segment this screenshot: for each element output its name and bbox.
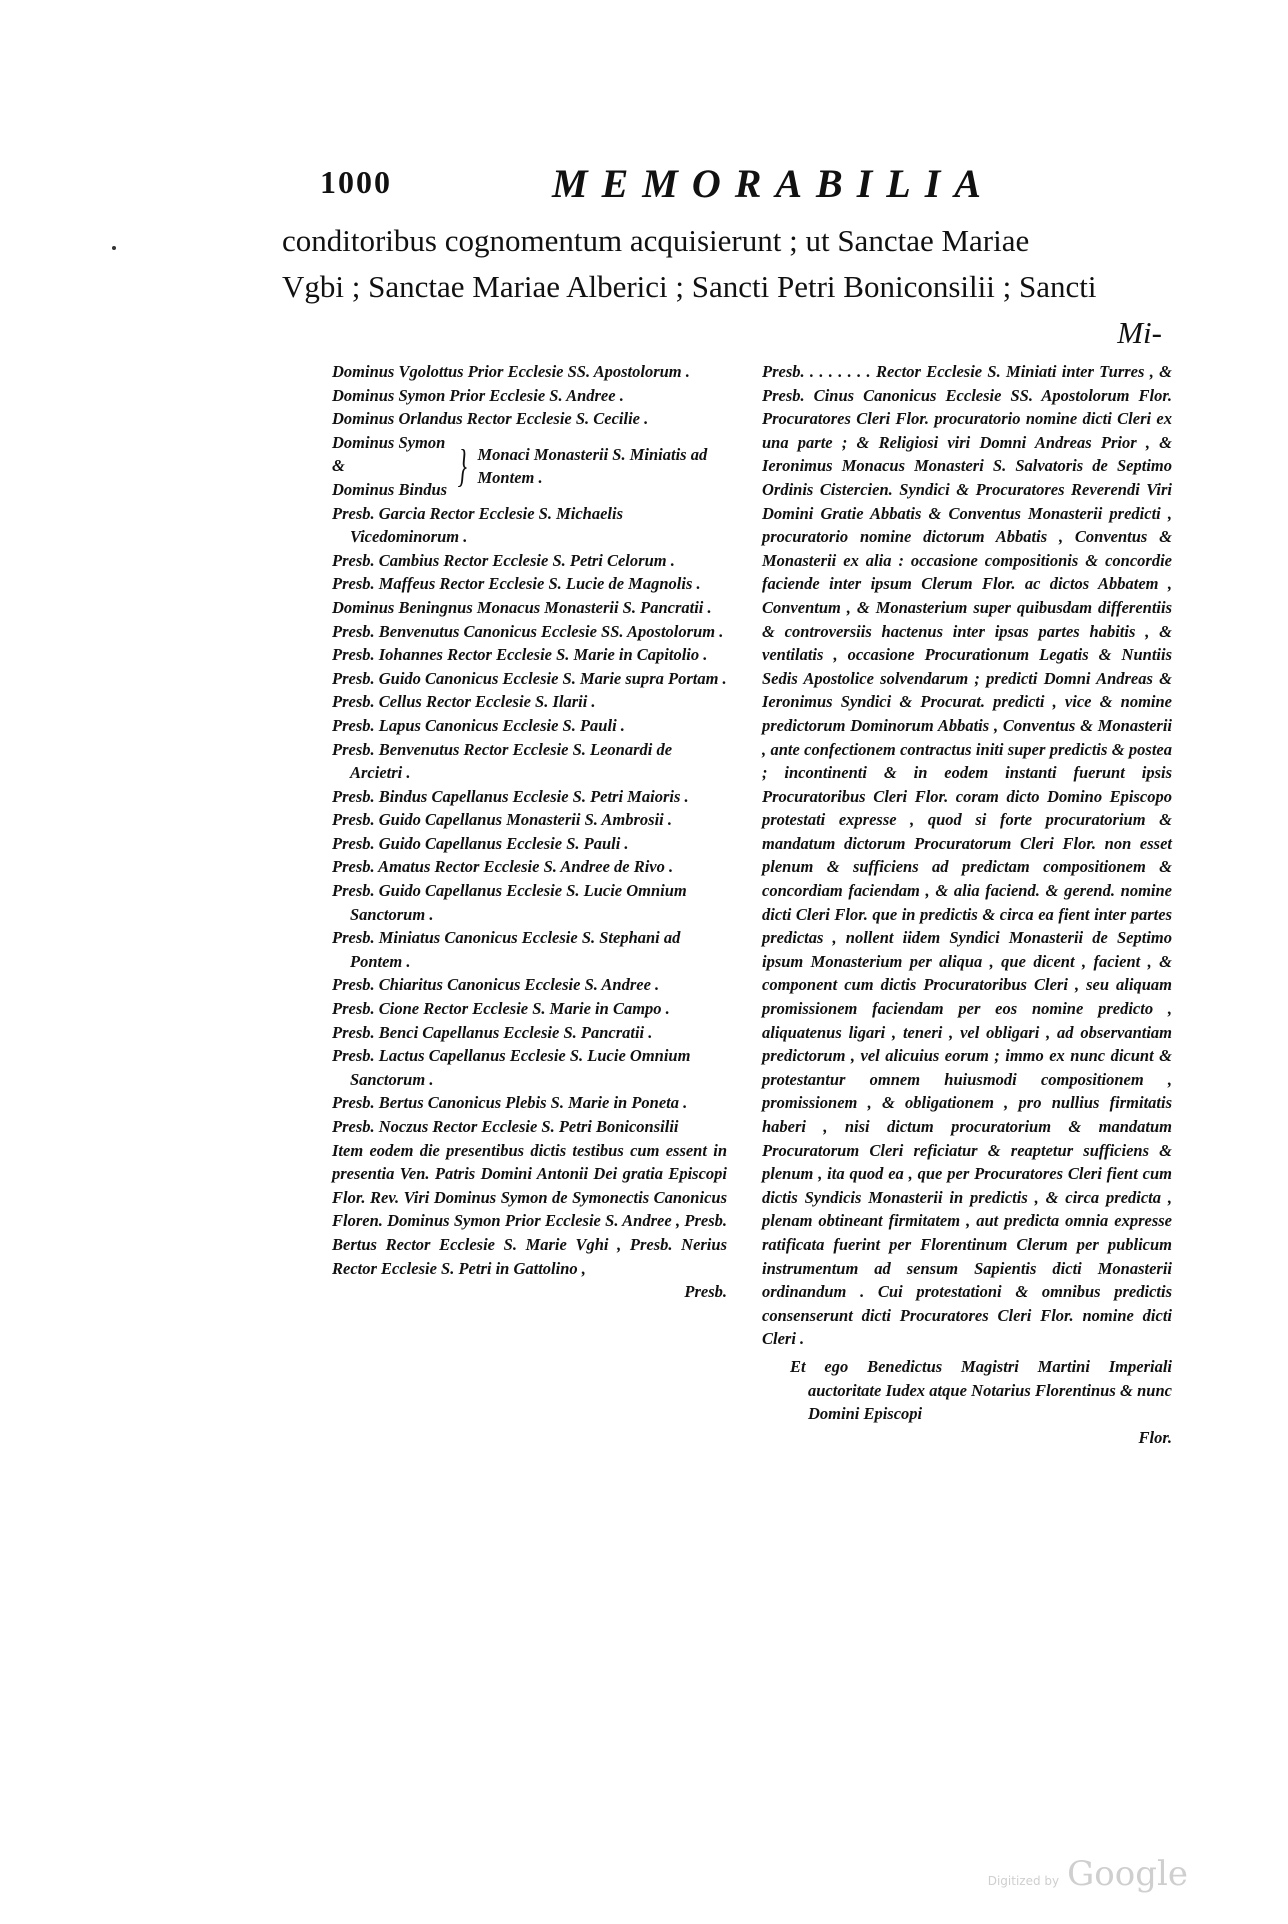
witness-entry: Presb. Benvenutus Rector Ecclesie S. Leonardi de Arcietri . [332,739,673,783]
witness-entry: Presb. Benvenutus Canonicus Ecclesie SS. Apostolorum . [332,621,724,641]
witness-entry: Presb. Miniatus Canonicus Ecclesie S. Stephani ad Pontem . [332,928,681,971]
witness-entry: Presb. Lapus Canonicus Ecclesie S. Pauli . [332,715,625,735]
witness-entry: Presb. Guido Capellanus Ecclesie S. Pauli . [332,833,629,853]
page-title: MEMORABILIA [552,161,995,206]
witness-entry: Dominus Beningnus Monacus Monasterii S. Pancratii . [332,597,712,617]
monk-connector: & [332,456,345,476]
monks-description: Monaci Monasterii S. Miniatis ad Montem . [477,444,708,488]
lead-catchword: Mi- [1117,315,1162,350]
monk-name-1: Dominus Symon [332,432,446,452]
witness-entry: Presb. Chiaritus Canonicus Ecclesie S. Andree . [332,975,660,995]
digitized-watermark [988,1854,1188,1894]
watermark-small: Digitized by [987,1874,1060,1888]
margin-speck [112,246,116,250]
witness-entry: Presb. Noczus Rector Ecclesie S. Petri Boniconsilii [332,1117,679,1136]
right-paragraph: Presb. . . . . . . . Rector Ecclesie S. Miniati inter Turres , & Presb. Cinus Canonicus Ecclesie SS. Apostolorum Flor. Procuratores Cleri Flor. procuratorio nomine dicti Cleri ex una parte ; & Religiosi viri Domni Andreas Prior , & Ieronimus Monacus Monasteri S. Salvatoris de Septimo Ordinis Cistercien. Syndici & Procuratores Reverendi Viri Domini Gratie Abbatis & Conventus Monasterii predicti , procuratorio nomine dictorum Abbatis , Conventus & Monasterii ex alia : occasione compositionis & concordie faciende inter ipsum Clerum Flor. ac dictos Abbatem , Conventum , & Monasterium super quibusdam differentiis & controversiis hactenus inter ipsas partes habitis , & ventilatis , occasione Procurationum Legatis & Nuntiis Sedis Apostolice solvendarum ; predicti Domni Andreas & Ieronimus Syndici & Procurat. predicti , vice & nomine predictorum Dominorum Abbatis , Conventus & Monasterii , ante confectionem contractus initi super predictis & postea ; incontinenti & in eodem instanti fuerunt ipsis Procuratoribus Cleri Flor. coram dicto Domino Episcopo protestati expresse , quod si forte procuratorium & mandatum dictorum Procuratorum Cleri Flor. non esset plenum & sufficiens ad predictam compositionem & concordiam faciendam , & alia faciend. & gerend. nomine dicti Cleri Flor. que in predictis & circa ea fient inter partes predictas , nollent iidem Syndici Monasterii de Septimo ipsum Monasterium per aliqua , que dicent , facient , & component cum dictis Procuratoribus Cleri , seu aliquam promissionem faciendam per eos nomine predicto , aliquatenus ligari , teneri , vel obligari , ad observantiam predictorum , vel alicuius eorum ; immo ex nunc dicunt & protestantur omnem huiusmodi compositionem , promissionem , & obligationem , pro nullius firmitatis haberi , nisi dictum procuratorium & mandatum Procuratorum Cleri reficiatur & reaptetur sufficiens & plenum , ita quod ea , que per Procuratores Cleri fient cum dictis Syndicis Monasterii in predictis , & circa predicta , plenam obtineant firmitatem , aut predicta omnia expresse ratificata fuerint per Florentinum Clerum per publicum instrumentum ad sensum Sapientis dicti Monasterii ordinandum . Cui protestationi & omnibus predictis consenserunt dicti Procuratores Cleri Flor. nomine dicti Cleri . [762,362,1172,1349]
witness-entry: Presb. Benci Capellanus Ecclesie S. Pancratii . [332,1022,653,1042]
witness-entry: Presb. Lactus Capellanus Ecclesie S. Lucie Omnium Sanctorum . [332,1046,691,1089]
lead-text [282,218,1162,356]
witness-entry: Dominus Symon Prior Ecclesie S. Andree . [332,385,624,405]
witness-entry: Presb. Cambius Rector Ecclesie S. Petri Celorum . [332,550,675,570]
witness-entry: Presb. Maffeus Rector Ecclesie S. Lucie de Magnolis . [332,574,701,594]
monk-name-2: Dominus Bindus [332,479,448,499]
page-number: 1000 [320,164,392,200]
left-catchword: Presb. [684,1282,727,1302]
lead-line-1: conditoribus cognomentum acquisierunt ; ut Sanctae Mariae [282,223,1030,258]
witness-entry: Presb. Guido Capellanus Ecclesie S. Lucie Omnium Sanctorum . [332,881,687,924]
witness-entry: Presb. Cione Rector Ecclesie S. Marie in Campo . [332,999,670,1019]
witness-entry: Presb. Iohannes Rector Ecclesie S. Marie in Capitolio . [332,645,708,665]
notary-attestation: Et ego Benedictus Magistri Martini Imperiali auctoritate Iudex atque Notarius Florentinus & nunc Domini Episcopi [790,1356,1172,1424]
lead-line-2: Vgbi ; Sanctae Mariae Alberici ; Sancti Petri Boniconsilii ; Sancti [282,269,1097,304]
witness-entry: Dominus Orlandus Rector Ecclesie S. Cecilie . [332,409,649,429]
right-column [762,360,1172,1449]
witness-entry: Presb. Amatus Rector Ecclesie S. Andree de Rivo . [332,857,674,877]
monks-entry [332,431,727,502]
witness-entry: Dominus Vgolottus Prior Ecclesie SS. Apostolorum . [332,362,690,381]
right-catchword: Flor. [1138,1427,1172,1447]
running-head [320,160,995,210]
watermark-logo: Google [1067,1854,1188,1894]
witness-entry: Presb. Bertus Canonicus Plebis S. Marie in Poneta . [332,1093,688,1113]
monks-names [332,431,447,502]
brace-glyph: } [457,440,467,492]
witness-entry: Presb. Guido Canonicus Ecclesie S. Marie supra Portam . [332,668,727,688]
left-column [332,360,727,1304]
witness-entry: Presb. Garcia Rector Ecclesie S. Michaelis Vicedominorum . [332,503,624,547]
witness-entry: Presb. Cellus Rector Ecclesie S. Ilarii . [332,692,596,712]
witness-entry: Presb. Guido Capellanus Monasterii S. Ambrosii . [332,810,672,830]
witness-entry: Presb. Bindus Capellanus Ecclesie S. Petri Maioris . [332,786,689,806]
left-paragraph: Item eodem die presentibus dictis testibus cum essent in presentia Ven. Patris Domini Antonii Dei gratia Episcopi Flor. Rev. Viri Dominus Symon de Symonectis Canonicus Floren. Dominus Symon Prior Ecclesie S. Andree , Presb. Bertus Rector Ecclesie S. Marie Vghi , Presb. Nerius Rector Ecclesie S. Petri in Gattolino , [332,1140,727,1278]
